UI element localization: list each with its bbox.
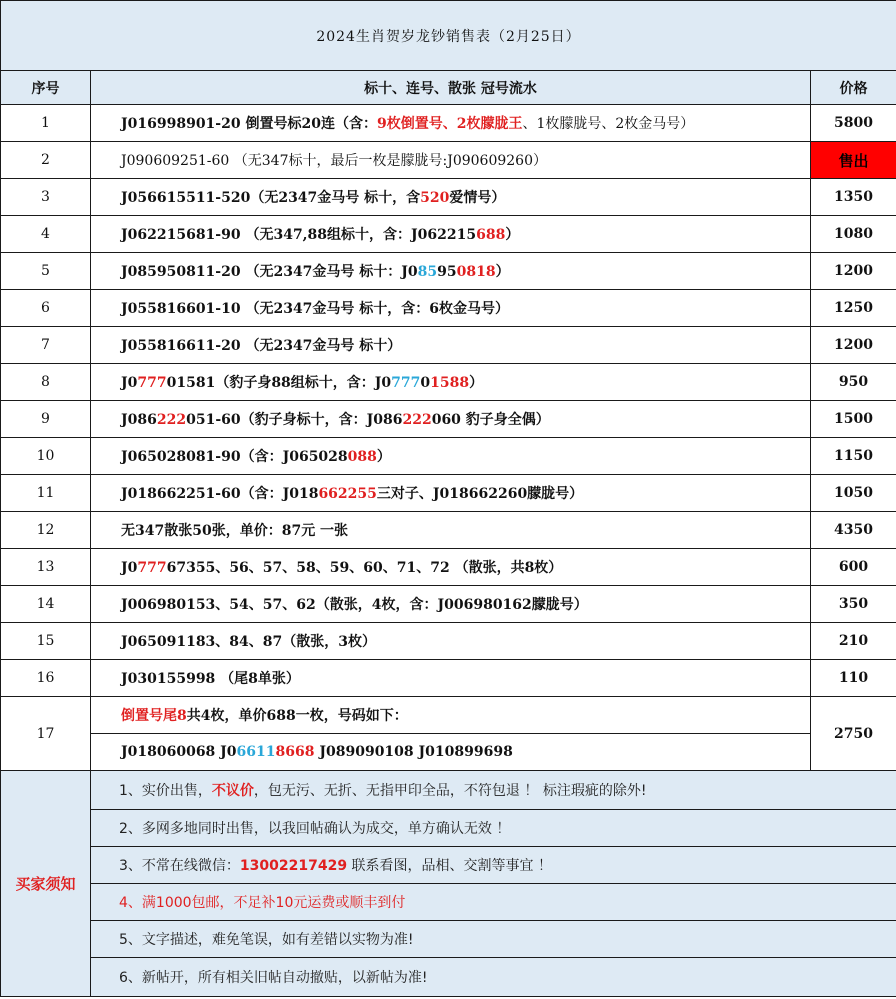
table-row xyxy=(1,438,896,475)
table-row xyxy=(1,142,896,179)
note-row xyxy=(1,847,896,884)
row-price: 350 xyxy=(811,586,896,623)
note-row xyxy=(1,810,896,847)
table-row xyxy=(1,105,896,142)
note-row xyxy=(1,958,896,997)
row-desc: J077701581（豹子身88组标十，含：J077701588） xyxy=(91,364,811,401)
row-price: 600 xyxy=(811,549,896,586)
row-price: 1500 xyxy=(811,401,896,438)
row-desc: J065028081-90（含：J065028088） xyxy=(91,438,811,475)
note-item: 2、多网多地同时出售，以我回帖确认为成交，单方确认无效 ！ xyxy=(91,810,896,847)
row-no: 10 xyxy=(1,438,91,475)
note-item: 1、实价出售，不议价，包无污、无折、无指甲印全品，不符包退 ！ 标注瑕疵的除外! xyxy=(91,771,896,810)
row-desc: J085950811-20 （无2347金马号 标十：J085950818） xyxy=(91,253,811,290)
row-no: 12 xyxy=(1,512,91,549)
table-row xyxy=(1,623,896,660)
row-desc: J065091183、84、87（散张，3枚） xyxy=(91,623,811,660)
row-no: 5 xyxy=(1,253,91,290)
row-price: 5800 xyxy=(811,105,896,142)
row-price: 1200 xyxy=(811,327,896,364)
row-no: 14 xyxy=(1,586,91,623)
header-price: 价格 xyxy=(811,71,896,105)
row-desc-line2: J018060068 J066118668 J089090108 J010899698 xyxy=(91,734,811,771)
row-desc: 无347散张50张，单价：87元 一张 xyxy=(91,512,811,549)
row-price: 1080 xyxy=(811,216,896,253)
row-no: 3 xyxy=(1,179,91,216)
row-price: 2750 xyxy=(811,697,896,771)
row-price: 210 xyxy=(811,623,896,660)
table-row xyxy=(1,364,896,401)
notes-label: 买家须知 xyxy=(1,771,91,997)
note-item: 3、不常在线微信：13002217429 联系看图，品相、交割等事宜 ！ xyxy=(91,847,896,884)
table-row xyxy=(1,512,896,549)
row-desc: J055816611-20 （无2347金马号 标十） xyxy=(91,327,811,364)
row-desc: J055816601-10 （无2347金马号 标十，含：6枚金马号） xyxy=(91,290,811,327)
row-no: 13 xyxy=(1,549,91,586)
row-no: 1 xyxy=(1,105,91,142)
table-row xyxy=(1,216,896,253)
row-price: 1150 xyxy=(811,438,896,475)
row-no: 9 xyxy=(1,401,91,438)
header-desc: 标十、连号、散张 冠号流水 xyxy=(91,71,811,105)
row-price: 1050 xyxy=(811,475,896,512)
row-price: 1250 xyxy=(811,290,896,327)
table-row xyxy=(1,697,896,734)
row-price: 4350 xyxy=(811,512,896,549)
table-row xyxy=(1,253,896,290)
row-desc: J090609251-60 （无347标十，最后一枚是朦胧号:J090609260） xyxy=(91,142,811,179)
table-row xyxy=(1,586,896,623)
table-row xyxy=(1,660,896,697)
row-desc: J016998901-20 倒置号标20连（含：9枚倒置号、2枚朦胧王、1枚朦胧号、2枚金马号） xyxy=(91,105,811,142)
header-no: 序号 xyxy=(1,71,91,105)
row-no: 16 xyxy=(1,660,91,697)
table-row xyxy=(1,734,896,771)
row-price: 950 xyxy=(811,364,896,401)
row-no: 15 xyxy=(1,623,91,660)
note-row xyxy=(1,771,896,810)
table-row xyxy=(1,475,896,512)
row-desc: J077767355、56、57、58、59、60、71、72 （散张，共8枚） xyxy=(91,549,811,586)
row-no: 2 xyxy=(1,142,91,179)
row-desc: J062215681-90 （无347,88组标十，含：J062215688） xyxy=(91,216,811,253)
page-title: 2024生肖贺岁龙钞销售表（2月25日） xyxy=(1,1,896,71)
note-row xyxy=(1,921,896,958)
row-no: 17 xyxy=(1,697,91,771)
row-price: 1200 xyxy=(811,253,896,290)
row-desc-line1: 倒置号尾8共4枚，单价688一枚，号码如下： xyxy=(91,697,811,734)
row-no: 11 xyxy=(1,475,91,512)
row-desc: J006980153、54、57、62（散张，4枚，含：J006980162朦胧号） xyxy=(91,586,811,623)
row-no: 6 xyxy=(1,290,91,327)
row-desc: J030155998 （尾8单张） xyxy=(91,660,811,697)
note-row xyxy=(1,884,896,921)
table-row xyxy=(1,327,896,364)
row-no: 8 xyxy=(1,364,91,401)
table-row xyxy=(1,549,896,586)
row-price: 1350 xyxy=(811,179,896,216)
row-desc: J056615511-520（无2347金马号 标十，含520爱情号） xyxy=(91,179,811,216)
row-no: 7 xyxy=(1,327,91,364)
sold-badge: 售出 xyxy=(811,142,896,179)
note-item: 6、新帖开，所有相关旧帖自动撤贴，以新帖为准! xyxy=(91,958,896,997)
row-no: 4 xyxy=(1,216,91,253)
table-row xyxy=(1,179,896,216)
note-item: 4、满1000包邮，不足补10元运费或顺丰到付 xyxy=(91,884,896,921)
table-row xyxy=(1,290,896,327)
table-row xyxy=(1,401,896,438)
row-desc: J086222051-60（豹子身标十，含：J086222060 豹子身全偶） xyxy=(91,401,811,438)
note-item: 5、文字描述，难免笔误，如有差错以实物为准! xyxy=(91,921,896,958)
row-desc: J018662251-60（含：J018662255三对子、J018662260朦胧号） xyxy=(91,475,811,512)
row-price: 110 xyxy=(811,660,896,697)
